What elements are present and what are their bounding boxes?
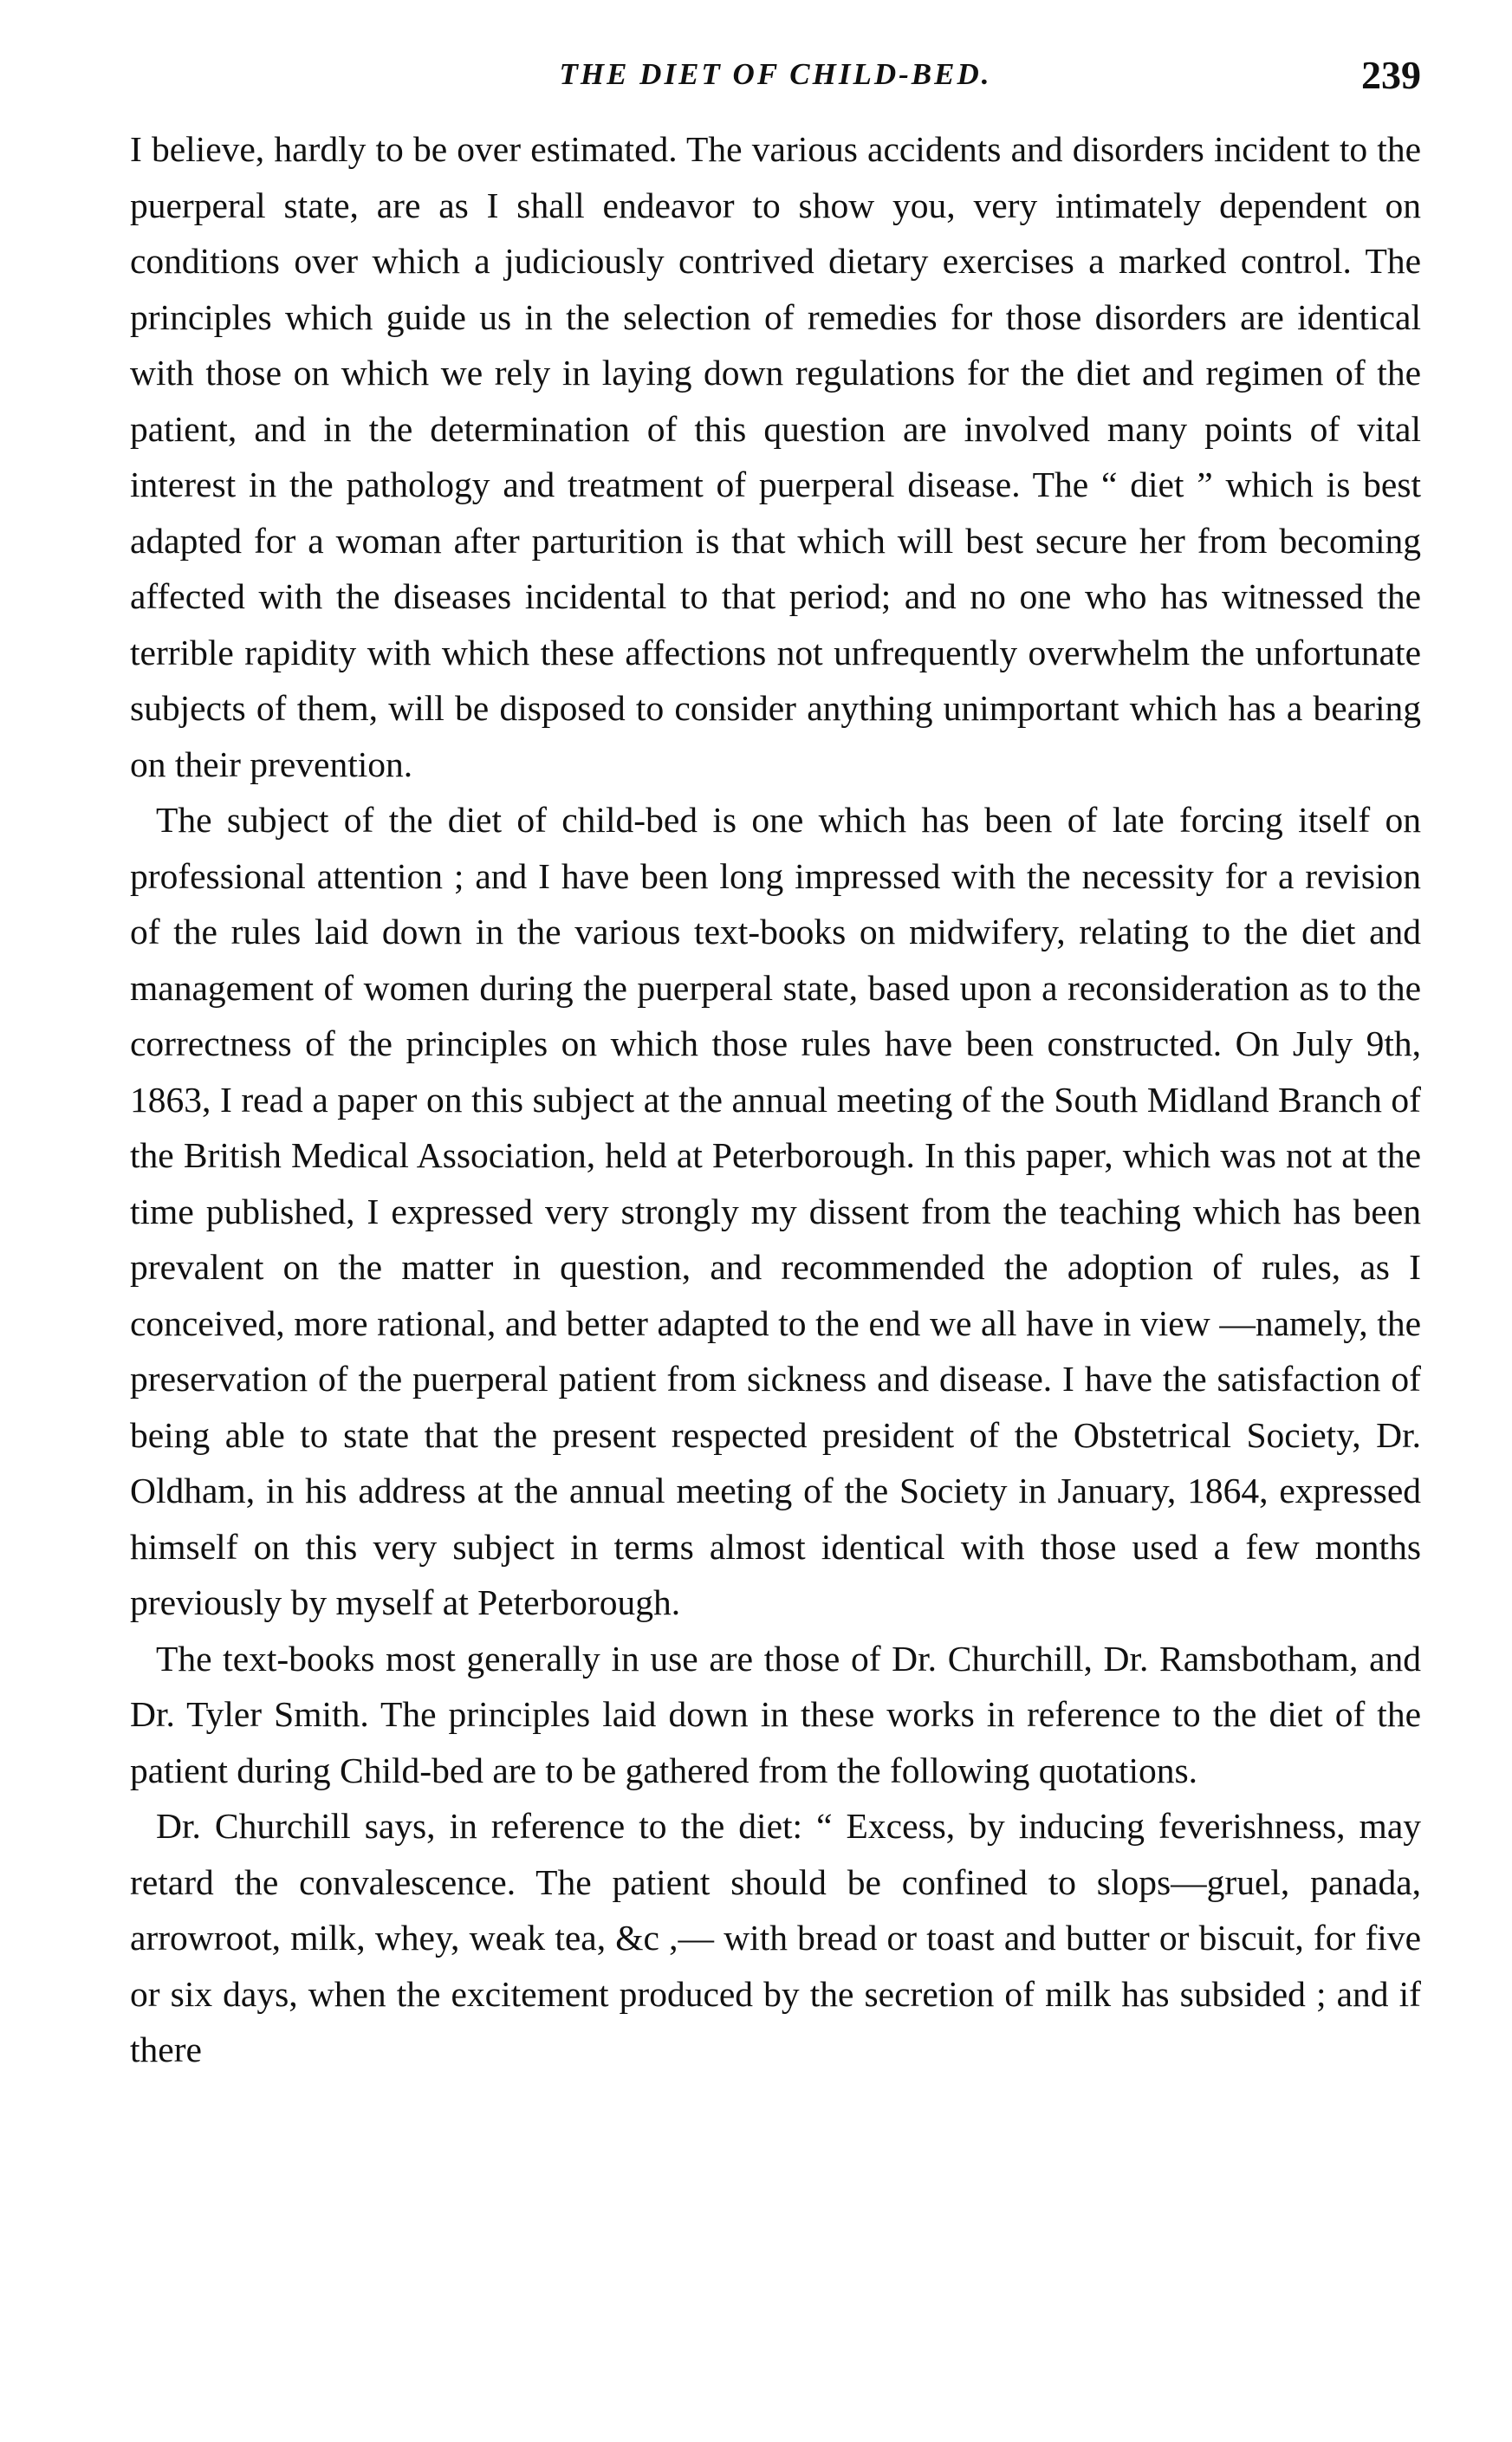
running-title: THE DIET OF CHILD-BED. <box>559 57 992 91</box>
paragraph: I believe, hardly to be over estimated. The various accidents and disorders incident to the puerperal state, are as I shall endeavor to show you, very intimately dependent on conditions over which a judiciously contrived dietary exercises a marked control. The principles which guide us in the selection of remedies for those disorders are identical with those on which we rely in laying down regulations for the diet and regimen of the patient, and in the determination of this question are involved many points of vital interest in the pathology and treatment of puerperal disease. The “ diet ” which is best adapted for a woman after parturition is that which will best secure her from becoming affected with the diseases incidental to that period; and no one who has witnessed the terrible rapidity with which these affections not unfrequently overwhelm the unfortunate subjects of them, will be disposed to consider anything unimportant which has a bearing on their prevention. <box>130 129 1421 784</box>
paragraph: The subject of the diet of child-bed is one which has been of late forcing itself on professional attention ; and I have been long impressed with the necessity for a revision of the rules laid down in the various text-books on midwifery, relating to the diet and management of women during the puerperal state, based upon a reconsideration as to the correctness of the principles on which those rules have been constructed. On July 9th, 1863, I read a paper on this subject at the annual meeting of the South Midland Branch of the British Medical Association, held at Peterborough. In this paper, which was not at the time published, I expressed very strongly my dissent from the teaching which has been prevalent on the matter in question, and recommended the adoption of rules, as I conceived, more rational, and better adapted to the end we all have in view —namely, the preservation of the puerperal patient from sickness and disease. I have the satisfaction of being able to state that the present respected president of the Obstetrical Society, Dr. Oldham, in his address at the annual meeting of the Society in January, 1864, expressed himself on this very subject in terms almost identical with those used a few months previously by myself at Peterborough. <box>130 800 1421 1622</box>
running-head <box>130 52 1421 104</box>
paragraph: The text-books most generally in use are those of Dr. Churchill, Dr. Ramsbotham, and Dr. Tyler Smith. The principles laid down in these works in reference to the diet of the patient during Child-bed are to be gathered from the following quotations. <box>130 1638 1421 1790</box>
paragraph: Dr. Churchill says, in reference to the diet: “ Excess, by inducing feverishness, may retard the convalescence. The patient should be confined to slops—gruel, panada, arrowroot, milk, whey, weak tea, &c ,— with bread or toast and butter or biscuit, for five or six days, when the excitement produced by the secretion of milk has subsided ; and if there <box>130 1806 1421 2069</box>
page-number: 239 <box>1361 53 1421 97</box>
body-text <box>130 121 1421 2078</box>
